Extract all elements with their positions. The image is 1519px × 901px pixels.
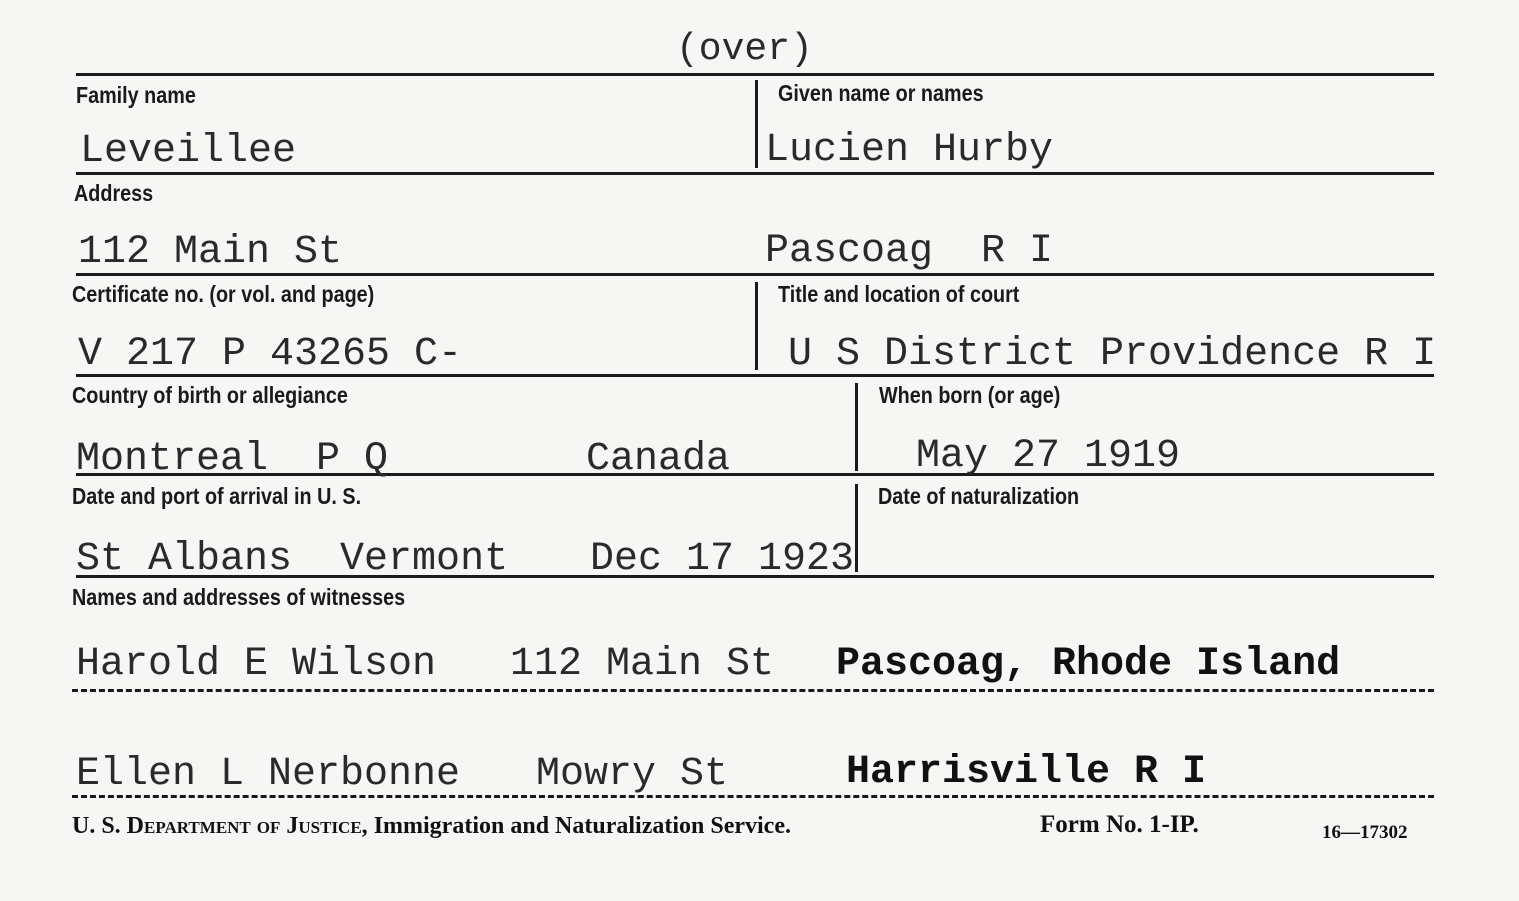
country-value: Canada (586, 437, 731, 482)
naturalization-label: Date of naturalization (878, 483, 1080, 509)
divider-arrival (855, 484, 858, 572)
over-note: (over) (676, 28, 813, 71)
given-names-value: Lucien Hurby (765, 128, 1054, 173)
department-text: U. S. Department of Justice, (72, 813, 368, 839)
when-born-label: When born (or age) (879, 382, 1061, 408)
rule-witness-1 (72, 689, 1434, 692)
witness-2-city: Harrisville R I (846, 750, 1207, 795)
court-value: U S District Providence R I (788, 332, 1437, 377)
witness-1-name: Harold E Wilson (76, 642, 437, 687)
address-street-value: 112 Main St (78, 230, 343, 275)
witness-2-name: Ellen L Nerbonne (76, 752, 461, 797)
form-number: Form No. 1-IP. (1040, 811, 1199, 838)
arrival-date-value: Dec 17 1923 (590, 537, 855, 582)
print-code: 16—17302 (1322, 822, 1408, 843)
witness-1-street: 112 Main St (510, 642, 775, 687)
family-name-label: Family name (76, 82, 196, 108)
witness-2-street: Mowry St (536, 752, 729, 797)
footer-agency (72, 813, 791, 840)
country-city-value: Montreal P Q (76, 437, 389, 482)
court-label: Title and location of court (778, 281, 1020, 307)
rule-top (76, 73, 1434, 76)
divider-name (755, 80, 758, 168)
service-text: Immigration and Naturalization Service. (373, 813, 791, 839)
divider-certificate (755, 282, 758, 370)
divider-country (855, 383, 858, 471)
address-city-value: Pascoag R I (765, 229, 1054, 274)
certificate-label: Certificate no. (or vol. and page) (72, 281, 375, 307)
witness-1-city: Pascoag, Rhode Island (836, 642, 1341, 687)
arrival-label: Date and port of arrival in U. S. (72, 483, 362, 509)
certificate-value: V 217 P 43265 C- (78, 332, 463, 377)
arrival-port-value: St Albans Vermont (76, 537, 509, 582)
country-label: Country of birth or allegiance (72, 382, 348, 408)
family-name-value: Leveillee (80, 129, 297, 174)
witnesses-label: Names and addresses of witnesses (72, 584, 406, 610)
address-label: Address (74, 180, 154, 206)
given-names-label: Given name or names (778, 80, 984, 106)
when-born-value: May 27 1919 (916, 434, 1181, 479)
